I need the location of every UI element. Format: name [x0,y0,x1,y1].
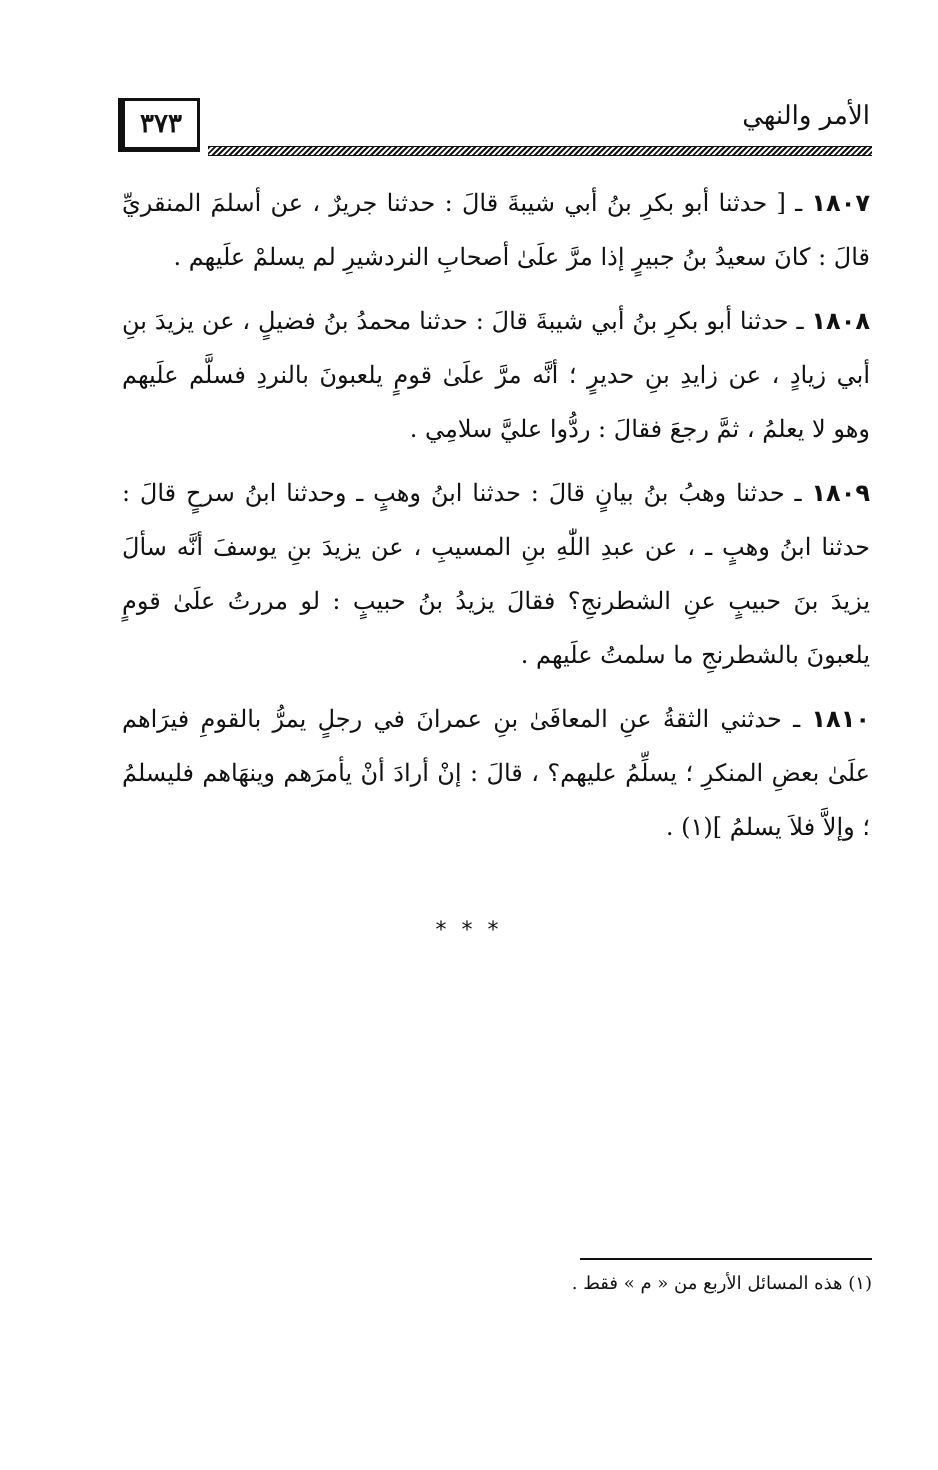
chapter-title: الأمر والنهي [742,101,870,131]
paragraph-1807 [122,176,870,284]
page-header [118,98,872,160]
paragraph-1809 [122,466,870,682]
paragraph-text: ـ [ حدثنا أبو بكرِ بنُ أبي شيبةَ قالَ : حدثنا جريرٌ ، عن أسلمَ المنقريِّ قالَ : كانَ سعيدُ بنُ جبيرٍ إذا مرَّ علَىٰ أصحابِ النردشيرِ لم يسلمْ علَيهم . [122,189,870,271]
paragraph-number: ١٨٠٨ [811,307,870,335]
paragraph-1808 [122,294,870,456]
paragraph-text: ـ حدثنا أبو بكرِ بنُ أبي شيبةَ قالَ : حدثنا محمدُ بنُ فضيلٍ ، عن يزيدَ بنِ أبي زيادٍ ، عن زايدِ بنِ حديرٍ ؛ أنَّه مرَّ علَىٰ قومٍ يلعبونَ بالنردِ فسلَّم علَيهم وهو لا يعلمُ ، ثمَّ رجعَ فقالَ : ردُّوا عليَّ سلامِي . [122,307,870,443]
paragraph-text: ـ حدثني الثقةُ عنِ المعافَىٰ بنِ عمرانَ في رجلٍ يمرُّ بالقومِ فيرَاهم علَىٰ بعضِ المنكرِ ؛ يسلِّمُ عليهم؟ ، قالَ : إنْ أرادَ أنْ يأمرَهم وينهَاهم فليسلمُ ؛ وإلاَّ فلاَ يسلمُ ](١) . [122,705,870,841]
header-rule [208,146,872,156]
paragraph-number: ١٨٠٧ [811,189,870,217]
paragraph-number: ١٨٠٩ [811,479,870,507]
body-text [122,176,870,864]
footnote-rule [580,1258,872,1260]
paragraph-number: ١٨١٠ [811,705,870,733]
paragraph-1810 [122,692,870,854]
paragraph-text: ـ حدثنا وهبُ بنُ بيانٍ قالَ : حدثنا ابنُ وهبٍ ـ وحدثنا ابنُ سرحٍ قالَ : حدثنا ابنُ وهبٍ ـ ، عن عبدِ اللّٰهِ بنِ المسيبِ ، عن يزيدَ بنِ يوسفَ أنَّه سألَ يزيدَ بنَ حبيبٍ عنِ الشطرنجِ؟ فقالَ يزيدُ بنُ حبيبٍ : لو مررتُ علَىٰ قومٍ يلعبونَ بالشطرنجِ ما سلمتُ علَيهم . [122,479,870,669]
footnote: (١) هذه المسائل الأربع من « م » فقط . [571,1273,872,1294]
page-number: ٣٧٣ [118,98,200,152]
section-separator: * * * [435,918,503,943]
